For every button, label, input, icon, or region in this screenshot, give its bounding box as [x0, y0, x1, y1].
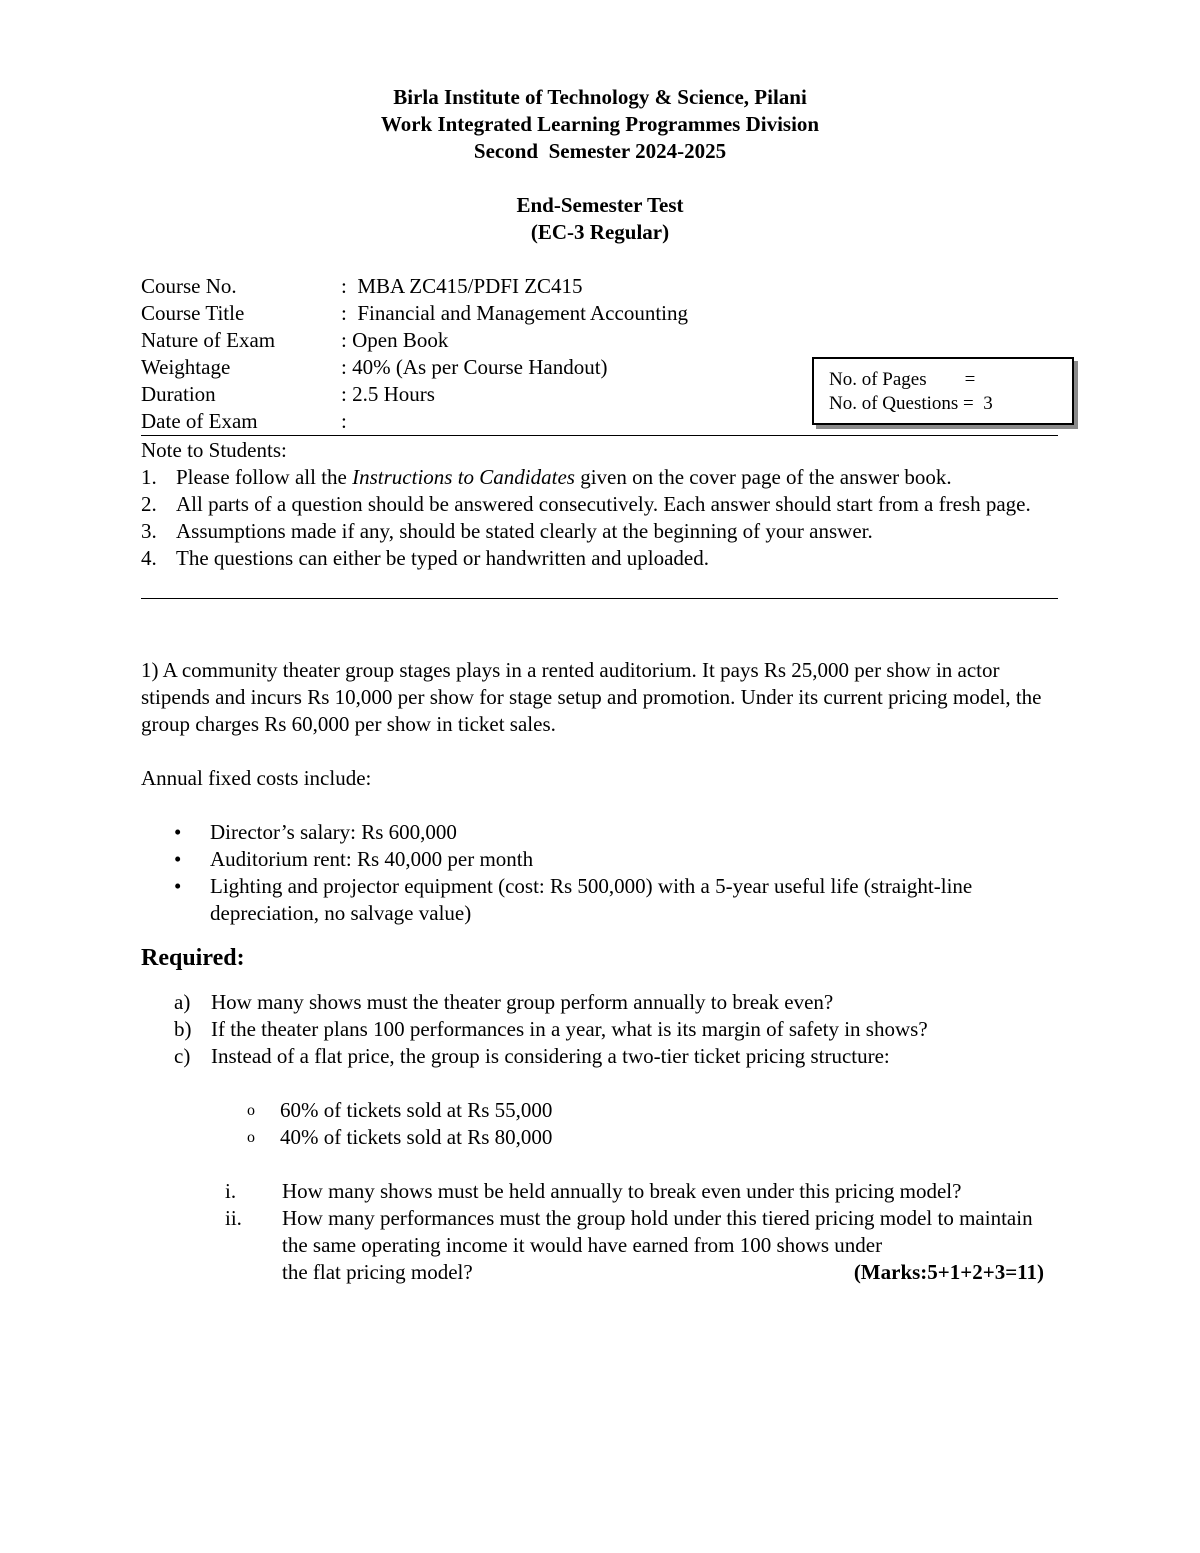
list-item: o 40% of tickets sold at Rs 80,000 — [141, 1124, 1066, 1151]
list-item: • Auditorium rent: Rs 40,000 per month — [141, 846, 1066, 873]
question-parts — [141, 989, 1066, 1070]
bullet-icon: • — [174, 874, 182, 898]
divider-bottom — [141, 598, 1058, 599]
bullet-icon: • — [174, 820, 182, 844]
note-item: 4. The questions can either be typed or handwritten and uploaded. — [141, 546, 709, 570]
list-item: ii. How many performances must the group hold under this tiered pricing model to maintain the same operating income it would have earned from 100 shows under the flat pricing model? (Marks:5+1+2+3=11) — [225, 1206, 1044, 1284]
list-item: i. How many shows must be held annually to break even under this pricing model? — [225, 1179, 962, 1203]
list-item: o 60% of tickets sold at Rs 55,000 — [141, 1097, 1066, 1124]
divider-top — [141, 435, 1058, 436]
note-item: 3. Assumptions made if any, should be stated clearly at the beginning of your answer. — [141, 519, 873, 543]
info-row: Duration : 2.5 Hours — [141, 382, 435, 406]
course-info — [141, 273, 688, 435]
institute-name: Birla Institute of Technology & Science, Pilani — [393, 85, 807, 109]
question-intro: 1) A community theater group stages plays in a rented auditorium. It pays Rs 25,000 per show in actor stipends and incurs Rs 10,000 per show for stage setup and promotion. Under its current pricing model, the group charges Rs 60,000 per show in ticket sales. — [141, 658, 1042, 736]
circle-bullet-icon: o — [247, 1102, 255, 1119]
fixed-costs-intro: Annual fixed costs include: — [141, 766, 372, 790]
semester: Second Semester 2024-2025 — [473, 139, 727, 163]
list-item: a) How many shows must the theater group perform annually to break even? — [174, 990, 834, 1014]
exam-header — [0, 84, 1200, 246]
list-item: b) If the theater plans 100 performances in a year, what is its margin of safety in shows? — [174, 1017, 928, 1041]
note-item: 1. Please follow all the Instructions to Candidates given on the cover page of the answer book. — [141, 465, 952, 489]
pricing-tiers — [141, 1097, 1066, 1151]
division-name: Work Integrated Learning Programmes Division — [380, 112, 820, 136]
required-heading: Required: — [141, 945, 245, 971]
info-row: Weightage : 40% (As per Course Handout) — [141, 355, 608, 379]
note-item: 2. All parts of a question should be answered consecutively. Each answer should start from a fresh page. — [141, 492, 1031, 516]
bullet-icon: • — [174, 847, 182, 871]
question-1 — [141, 657, 1066, 1286]
marks-distribution: (Marks:5+1+2+3=11) — [853, 1260, 1044, 1284]
info-row: Course Title : Financial and Management Accounting — [141, 301, 688, 325]
circle-bullet-icon: o — [247, 1129, 255, 1146]
list-item: • Director’s salary: Rs 600,000 — [141, 819, 1066, 846]
pages-count: No. of Pages = — [829, 369, 976, 390]
list-item: • Lighting and projector equipment (cost: Rs 500,000) with a 5-year useful life (straight-line depreciation, no salvage value) — [141, 873, 1066, 927]
sub-questions — [141, 1178, 1066, 1286]
fixed-costs-list — [141, 819, 1066, 927]
info-row: Nature of Exam : Open Book — [141, 328, 449, 352]
info-row: Date of Exam : — [141, 409, 347, 433]
ec-type: (EC-3 Regular) — [530, 220, 670, 244]
pages-box — [812, 357, 1074, 425]
questions-count: No. of Questions = 3 — [829, 393, 993, 414]
info-row: Course No. : MBA ZC415/PDFI ZC415 — [141, 274, 583, 298]
notes-to-students — [141, 437, 1061, 572]
list-item: c) Instead of a flat price, the group is considering a two-tier ticket pricing structure: — [174, 1044, 890, 1068]
notes-title: Note to Students: — [141, 438, 287, 462]
test-name: End-Semester Test — [516, 193, 684, 217]
